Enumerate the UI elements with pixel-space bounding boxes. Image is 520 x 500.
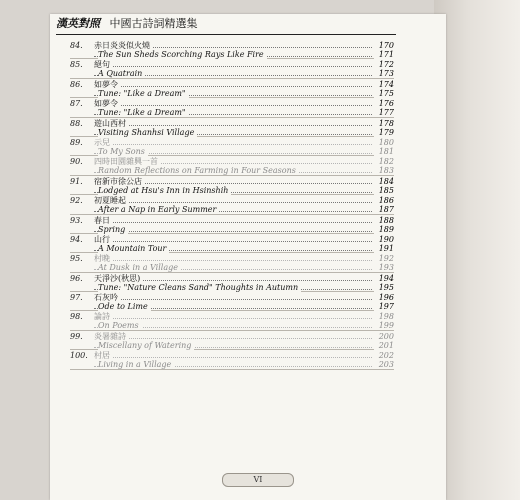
toc-entry[interactable]: [70, 40, 394, 59]
page-number-english: 185: [374, 186, 394, 195]
toc-line-english: [70, 166, 394, 175]
page-number-english: 199: [374, 321, 394, 330]
entry-number: 90.: [70, 157, 83, 167]
page-number-chinese: 198: [374, 312, 394, 321]
english-title: A Mountain Tour: [98, 244, 169, 253]
page-number-chinese: 174: [374, 80, 394, 89]
entry-number: 99.: [70, 331, 83, 341]
toc-entry[interactable]: [70, 118, 394, 137]
page-number-english: 195: [374, 283, 394, 292]
english-title: Lodged at Hsu's Inn in Hsinshih: [98, 186, 231, 195]
toc-line-english: [70, 263, 394, 272]
page-number-chinese: 170: [374, 41, 394, 50]
entry-number: 85.: [70, 60, 83, 70]
english-title: Living in a Village: [98, 360, 174, 369]
leader-dots: [94, 144, 372, 145]
toc-entry[interactable]: [70, 176, 394, 195]
page-number-chinese: 182: [374, 157, 394, 166]
chinese-title: 春日: [94, 216, 113, 225]
chinese-title: 天淨沙(秋思): [94, 274, 143, 283]
leader-dots: [94, 125, 372, 126]
page-number-chinese: 172: [374, 60, 394, 69]
page-number-english: 203: [374, 360, 394, 369]
toc-entry[interactable]: [70, 253, 394, 272]
toc-entry[interactable]: [70, 350, 394, 369]
page-number-chinese: 200: [374, 332, 394, 341]
toc-line-chinese: [70, 138, 394, 147]
page-number-english: 183: [374, 166, 394, 175]
entry-number: 86.: [70, 79, 83, 89]
page-number-chinese: 196: [374, 293, 394, 302]
toc-entry[interactable]: [70, 215, 394, 234]
toc-entry[interactable]: [70, 59, 394, 78]
toc-line-english: [70, 283, 394, 292]
page-number-chinese: 190: [374, 235, 394, 244]
page-number-chinese: 194: [374, 274, 394, 283]
english-title: Visiting Shanhsi Village: [98, 128, 197, 137]
entry-number: 100.: [70, 351, 88, 361]
toc-line-chinese: [70, 235, 394, 244]
toc-entry[interactable]: [70, 273, 394, 292]
leader-dots: [94, 202, 372, 203]
entry-number: 98.: [70, 312, 83, 322]
toc-line-chinese: [70, 351, 394, 360]
chinese-title: 山行: [94, 235, 113, 244]
page-number-english: 189: [374, 225, 394, 234]
page-number-chinese: 184: [374, 177, 394, 186]
entry-number: 87.: [70, 99, 83, 109]
toc-line-english: [70, 341, 394, 350]
english-title: Random Reflections on Farming in Four Seasons: [98, 166, 299, 175]
page-number-english: 171: [374, 50, 394, 59]
toc-line-chinese: [70, 196, 394, 205]
chinese-title: 村晚: [94, 254, 113, 263]
entry-number: 96.: [70, 273, 83, 283]
english-title: Spring: [98, 225, 128, 234]
page-number-english: 193: [374, 263, 394, 272]
table-of-contents: [70, 40, 394, 370]
toc-line-chinese: [70, 80, 394, 89]
header-title-chinese: 中國古詩詞精選集: [109, 17, 198, 30]
page-number-chinese: 186: [374, 196, 394, 205]
page-number-english: 177: [374, 108, 394, 117]
english-title: At Dusk in a Village: [98, 263, 181, 272]
entry-number: 88.: [70, 118, 83, 128]
chinese-title: 示兒: [94, 138, 113, 147]
toc-line-chinese: [70, 216, 394, 225]
page-number-english: 187: [374, 205, 394, 214]
chinese-title: 論詩: [94, 312, 113, 321]
entry-number: 94.: [70, 234, 83, 244]
toc-line-chinese: [70, 293, 394, 302]
toc-entry[interactable]: [70, 292, 394, 311]
page-number-chinese: 202: [374, 351, 394, 360]
page-number-chinese: 192: [374, 254, 394, 263]
toc-entry[interactable]: [70, 156, 394, 175]
leader-dots: [94, 86, 372, 87]
toc-line-chinese: [70, 177, 394, 186]
toc-entry[interactable]: [70, 331, 394, 350]
entry-number: 97.: [70, 293, 83, 303]
chinese-title: 絕句: [94, 60, 113, 69]
toc-line-chinese: [70, 41, 394, 50]
page-number-english: 175: [374, 89, 394, 98]
toc-line-english: [70, 128, 394, 137]
toc-line-english: [70, 186, 394, 195]
chinese-title: 宿新市徐公店: [94, 177, 145, 186]
english-title: Tune: "Like a Dream": [98, 108, 189, 117]
toc-line-english: [70, 69, 394, 78]
chinese-title: 如夢令: [94, 80, 121, 89]
english-title: To My Sons: [98, 147, 148, 156]
entry-number: 89.: [70, 137, 83, 147]
toc-line-chinese: [70, 60, 394, 69]
toc-line-chinese: [70, 157, 394, 166]
toc-line-english: [70, 225, 394, 234]
leader-dots: [94, 260, 372, 261]
toc-line-english: [70, 302, 394, 311]
toc-line-english: [70, 50, 394, 59]
chinese-title: 炎暑雜詩: [94, 332, 129, 341]
toc-line-english: [70, 108, 394, 117]
page-number-english: 173: [374, 69, 394, 78]
toc-line-english: [70, 321, 394, 330]
toc-entry[interactable]: [70, 234, 394, 253]
english-title: Miscellany of Watering: [98, 341, 194, 350]
leader-dots: [94, 105, 372, 106]
page-number-chinese: 178: [374, 119, 394, 128]
toc-line-chinese: [70, 254, 394, 263]
chinese-title: 石灰吟: [94, 293, 121, 302]
english-title: After a Nap in Early Summer: [98, 205, 219, 214]
toc-line-chinese: [70, 99, 394, 108]
chinese-title: 遊山西村: [94, 119, 129, 128]
english-title: A Quatrain: [98, 69, 145, 78]
chinese-title: 村居: [94, 351, 113, 360]
leader-dots: [94, 241, 372, 242]
toc-line-chinese: [70, 332, 394, 341]
chinese-title: 四時田園雜興一首: [94, 157, 161, 166]
english-title: Ode to Lime: [98, 302, 151, 311]
page-number-chinese: 176: [374, 99, 394, 108]
toc-entry[interactable]: [70, 79, 394, 98]
toc-line-english: [70, 89, 394, 98]
page-number-chinese: 180: [374, 138, 394, 147]
running-header: [56, 16, 396, 35]
leader-dots: [94, 338, 372, 339]
entry-number: 92.: [70, 196, 83, 206]
english-title: Tune: "Like a Dream": [98, 89, 189, 98]
toc-line-english: [70, 147, 394, 156]
toc-entry[interactable]: [70, 195, 394, 214]
toc-entry[interactable]: [70, 98, 394, 117]
page-number-english: 181: [374, 147, 394, 156]
leader-dots: [94, 299, 372, 300]
leader-dots: [94, 231, 372, 232]
page-number-badge: VI: [222, 473, 294, 487]
page-number-chinese: 188: [374, 216, 394, 225]
toc-entry[interactable]: [70, 137, 394, 156]
toc-line-chinese: [70, 119, 394, 128]
leader-dots: [94, 222, 372, 223]
page-number-english: 191: [374, 244, 394, 253]
toc-line-chinese: [70, 312, 394, 321]
toc-entry[interactable]: [70, 311, 394, 330]
leader-dots: [94, 66, 372, 67]
toc-line-english: [70, 360, 394, 369]
leader-dots: [94, 318, 372, 319]
header-title-bilingual: 漢英對照: [56, 17, 100, 30]
page-number-english: 179: [374, 128, 394, 137]
entry-number: 95.: [70, 254, 83, 264]
english-title: On Poems: [98, 321, 142, 330]
chinese-title: 初夏睡起: [94, 196, 129, 205]
english-title: The Sun Sheds Scorching Rays Like Fire: [98, 50, 267, 59]
english-title: Tune: "Nature Cleans Sand" Thoughts in Autumn: [98, 283, 301, 292]
chinese-title: 如夢令: [94, 99, 121, 108]
toc-line-english: [70, 205, 394, 214]
page-number-english: 201: [374, 341, 394, 350]
entry-number: 93.: [70, 215, 83, 225]
book-spine-shadow: [434, 0, 520, 500]
chinese-title: 赤日炎炎似火燒: [94, 41, 153, 50]
entry-number: 84.: [70, 41, 83, 50]
entry-number: 91.: [70, 176, 83, 186]
toc-line-english: [70, 244, 394, 253]
page-number-english: 197: [374, 302, 394, 311]
toc-line-chinese: [70, 274, 394, 283]
leader-dots: [94, 357, 372, 358]
